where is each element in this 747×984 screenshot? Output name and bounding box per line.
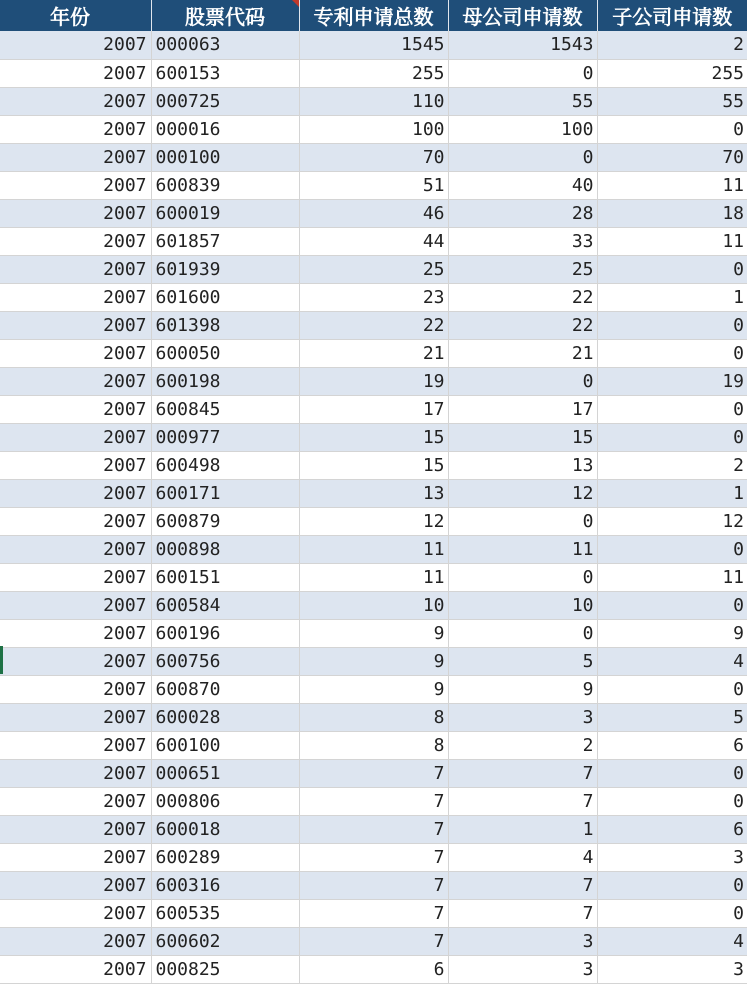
cell-total-patents[interactable]: 6 [299, 955, 448, 983]
cell-subsidiary-patents[interactable]: 12 [597, 507, 747, 535]
cell-subsidiary-patents[interactable]: 6 [597, 815, 747, 843]
cell-parent-patents[interactable]: 7 [448, 787, 597, 815]
cell-parent-patents[interactable]: 22 [448, 311, 597, 339]
cell-parent-patents[interactable]: 17 [448, 395, 597, 423]
table-row [0, 703, 747, 731]
cell-subsidiary-patents[interactable]: 1 [597, 283, 747, 311]
cell-total-patents[interactable]: 7 [299, 899, 448, 927]
cell-year[interactable]: 2007 [0, 507, 151, 535]
table-row [0, 143, 747, 171]
cell-subsidiary-patents[interactable]: 6 [597, 731, 747, 759]
table-row [0, 619, 747, 647]
cell-stock-code[interactable]: 600018 [151, 815, 299, 843]
table-row [0, 843, 747, 871]
cell-stock-code[interactable]: 600100 [151, 731, 299, 759]
header-stock-code-label: 股票代码 [185, 5, 265, 29]
cell-stock-code[interactable]: 600535 [151, 899, 299, 927]
cell-total-patents[interactable]: 19 [299, 367, 448, 395]
cell-parent-patents[interactable]: 7 [448, 871, 597, 899]
table-row [0, 255, 747, 283]
cell-stock-code[interactable]: 000063 [151, 31, 299, 59]
header-stock-code[interactable] [151, 0, 299, 31]
cell-stock-code[interactable]: 600870 [151, 675, 299, 703]
cell-year[interactable]: 2007 [0, 815, 151, 843]
cell-total-patents[interactable]: 7 [299, 871, 448, 899]
comment-marker-icon[interactable] [292, 0, 299, 7]
cell-year[interactable]: 2007 [0, 563, 151, 591]
cell-year[interactable]: 2007 [0, 367, 151, 395]
cell-parent-patents[interactable]: 0 [448, 563, 597, 591]
cell-parent-patents[interactable]: 12 [448, 479, 597, 507]
cell-stock-code[interactable]: 000825 [151, 955, 299, 983]
cell-subsidiary-patents[interactable]: 0 [597, 591, 747, 619]
cell-total-patents[interactable]: 12 [299, 507, 448, 535]
cell-year[interactable]: 2007 [0, 171, 151, 199]
cell-stock-code[interactable]: 000977 [151, 423, 299, 451]
table-body [0, 31, 747, 983]
cell-year[interactable]: 2007 [0, 423, 151, 451]
cell-parent-patents[interactable]: 1543 [448, 31, 597, 59]
header-year[interactable]: 年份 [0, 0, 151, 31]
cell-subsidiary-patents[interactable]: 9 [597, 619, 747, 647]
cell-stock-code[interactable]: 600028 [151, 703, 299, 731]
cell-year[interactable]: 2007 [0, 227, 151, 255]
cell-parent-patents[interactable]: 33 [448, 227, 597, 255]
cell-subsidiary-patents[interactable]: 0 [597, 871, 747, 899]
cell-subsidiary-patents[interactable]: 0 [597, 675, 747, 703]
cell-subsidiary-patents[interactable]: 0 [597, 535, 747, 563]
table-row [0, 199, 747, 227]
cell-total-patents[interactable]: 15 [299, 451, 448, 479]
cell-total-patents[interactable]: 23 [299, 283, 448, 311]
cell-total-patents[interactable]: 15 [299, 423, 448, 451]
cell-subsidiary-patents[interactable]: 0 [597, 339, 747, 367]
table-row [0, 395, 747, 423]
cell-subsidiary-patents[interactable]: 0 [597, 115, 747, 143]
cell-stock-code[interactable]: 600756 [151, 647, 299, 675]
cell-subsidiary-patents[interactable]: 1 [597, 479, 747, 507]
cell-subsidiary-patents[interactable]: 5 [597, 703, 747, 731]
cell-stock-code[interactable]: 600879 [151, 507, 299, 535]
cell-stock-code[interactable]: 601600 [151, 283, 299, 311]
cell-year[interactable]: 2007 [0, 31, 151, 59]
cell-parent-patents[interactable]: 0 [448, 619, 597, 647]
cell-stock-code[interactable]: 000016 [151, 115, 299, 143]
cell-subsidiary-patents[interactable]: 4 [597, 647, 747, 675]
cell-total-patents[interactable]: 7 [299, 815, 448, 843]
cell-parent-patents[interactable]: 28 [448, 199, 597, 227]
cell-stock-code[interactable]: 000806 [151, 787, 299, 815]
cell-subsidiary-patents[interactable]: 0 [597, 899, 747, 927]
cell-parent-patents[interactable]: 3 [448, 703, 597, 731]
cell-subsidiary-patents[interactable]: 255 [597, 59, 747, 87]
cell-total-patents[interactable]: 8 [299, 731, 448, 759]
cell-parent-patents[interactable]: 0 [448, 143, 597, 171]
cell-stock-code[interactable]: 000651 [151, 759, 299, 787]
table-row [0, 731, 747, 759]
cell-total-patents[interactable]: 21 [299, 339, 448, 367]
cell-subsidiary-patents[interactable]: 4 [597, 927, 747, 955]
cell-total-patents[interactable]: 25 [299, 255, 448, 283]
cell-total-patents[interactable]: 110 [299, 87, 448, 115]
cell-parent-patents[interactable]: 3 [448, 927, 597, 955]
cell-year[interactable]: 2007 [0, 871, 151, 899]
cell-total-patents[interactable]: 13 [299, 479, 448, 507]
cell-stock-code[interactable]: 600602 [151, 927, 299, 955]
cell-stock-code[interactable]: 600151 [151, 563, 299, 591]
cell-year[interactable]: 2007 [0, 647, 151, 675]
table-row [0, 787, 747, 815]
cell-total-patents[interactable]: 11 [299, 535, 448, 563]
cell-total-patents[interactable]: 9 [299, 647, 448, 675]
cell-parent-patents[interactable]: 100 [448, 115, 597, 143]
table-row [0, 871, 747, 899]
cell-total-patents[interactable]: 8 [299, 703, 448, 731]
cell-year[interactable]: 2007 [0, 535, 151, 563]
cell-stock-code[interactable]: 601857 [151, 227, 299, 255]
cell-parent-patents[interactable]: 1 [448, 815, 597, 843]
cell-year[interactable]: 2007 [0, 843, 151, 871]
cell-stock-code[interactable]: 600498 [151, 451, 299, 479]
header-row [0, 0, 747, 31]
cell-stock-code[interactable]: 600198 [151, 367, 299, 395]
cell-subsidiary-patents[interactable]: 0 [597, 395, 747, 423]
row-selection-marker [0, 646, 3, 674]
cell-year[interactable]: 2007 [0, 955, 151, 983]
table-row [0, 591, 747, 619]
cell-total-patents[interactable]: 46 [299, 199, 448, 227]
cell-stock-code[interactable]: 600196 [151, 619, 299, 647]
cell-year[interactable]: 2007 [0, 87, 151, 115]
cell-year[interactable]: 2007 [0, 675, 151, 703]
table-row [0, 507, 747, 535]
cell-stock-code[interactable]: 000725 [151, 87, 299, 115]
cell-stock-code[interactable]: 601398 [151, 311, 299, 339]
header-subsidiary-patents[interactable]: 子公司申请数 [597, 0, 747, 31]
cell-year[interactable]: 2007 [0, 479, 151, 507]
cell-year[interactable]: 2007 [0, 59, 151, 87]
cell-subsidiary-patents[interactable]: 3 [597, 955, 747, 983]
cell-total-patents[interactable]: 7 [299, 759, 448, 787]
cell-stock-code[interactable]: 600584 [151, 591, 299, 619]
table-row [0, 955, 747, 983]
table-row [0, 815, 747, 843]
cell-year[interactable]: 2007 [0, 115, 151, 143]
cell-parent-patents[interactable]: 25 [448, 255, 597, 283]
table-row [0, 339, 747, 367]
cell-year[interactable]: 2007 [0, 283, 151, 311]
cell-stock-code[interactable]: 600050 [151, 339, 299, 367]
table-row [0, 675, 747, 703]
header-total-patents[interactable]: 专利申请总数 [299, 0, 448, 31]
cell-total-patents[interactable]: 11 [299, 563, 448, 591]
cell-year[interactable]: 2007 [0, 339, 151, 367]
cell-parent-patents[interactable]: 0 [448, 367, 597, 395]
cell-year[interactable]: 2007 [0, 311, 151, 339]
table-row [0, 171, 747, 199]
table-row [0, 563, 747, 591]
cell-subsidiary-patents[interactable]: 0 [597, 255, 747, 283]
cell-year[interactable]: 2007 [0, 395, 151, 423]
cell-subsidiary-patents[interactable]: 11 [597, 171, 747, 199]
table-row [0, 283, 747, 311]
cell-stock-code[interactable]: 600171 [151, 479, 299, 507]
cell-subsidiary-patents[interactable]: 70 [597, 143, 747, 171]
cell-total-patents[interactable]: 255 [299, 59, 448, 87]
cell-parent-patents[interactable]: 0 [448, 507, 597, 535]
cell-total-patents[interactable]: 9 [299, 619, 448, 647]
cell-year[interactable]: 2007 [0, 759, 151, 787]
cell-stock-code[interactable]: 600845 [151, 395, 299, 423]
table-row [0, 759, 747, 787]
cell-year[interactable]: 2007 [0, 199, 151, 227]
cell-total-patents[interactable]: 44 [299, 227, 448, 255]
cell-total-patents[interactable]: 17 [299, 395, 448, 423]
cell-year[interactable]: 2007 [0, 591, 151, 619]
cell-total-patents[interactable]: 7 [299, 927, 448, 955]
cell-subsidiary-patents[interactable]: 11 [597, 227, 747, 255]
cell-parent-patents[interactable]: 10 [448, 591, 597, 619]
cell-subsidiary-patents[interactable]: 0 [597, 787, 747, 815]
cell-stock-code[interactable]: 000100 [151, 143, 299, 171]
cell-stock-code[interactable]: 600153 [151, 59, 299, 87]
cell-stock-code[interactable]: 600019 [151, 199, 299, 227]
cell-year[interactable]: 2007 [0, 143, 151, 171]
cell-stock-code[interactable]: 600839 [151, 171, 299, 199]
cell-year[interactable]: 2007 [0, 451, 151, 479]
cell-year[interactable]: 2007 [0, 703, 151, 731]
cell-total-patents[interactable]: 1545 [299, 31, 448, 59]
cell-parent-patents[interactable]: 55 [448, 87, 597, 115]
cell-parent-patents[interactable]: 7 [448, 899, 597, 927]
cell-year[interactable]: 2007 [0, 899, 151, 927]
cell-parent-patents[interactable]: 0 [448, 59, 597, 87]
cell-total-patents[interactable]: 70 [299, 143, 448, 171]
cell-subsidiary-patents[interactable]: 2 [597, 451, 747, 479]
table-row [0, 59, 747, 87]
table-row [0, 927, 747, 955]
table-row [0, 115, 747, 143]
table-row [0, 479, 747, 507]
table-row [0, 899, 747, 927]
cell-subsidiary-patents[interactable]: 3 [597, 843, 747, 871]
cell-total-patents[interactable]: 7 [299, 787, 448, 815]
cell-stock-code[interactable]: 601939 [151, 255, 299, 283]
table-row [0, 647, 747, 675]
cell-total-patents[interactable]: 10 [299, 591, 448, 619]
cell-year[interactable]: 2007 [0, 255, 151, 283]
cell-total-patents[interactable]: 9 [299, 675, 448, 703]
cell-parent-patents[interactable]: 22 [448, 283, 597, 311]
cell-parent-patents[interactable]: 13 [448, 451, 597, 479]
cell-subsidiary-patents[interactable]: 0 [597, 423, 747, 451]
cell-subsidiary-patents[interactable]: 2 [597, 31, 747, 59]
table-row [0, 311, 747, 339]
cell-subsidiary-patents[interactable]: 0 [597, 311, 747, 339]
header-parent-patents[interactable]: 母公司申请数 [448, 0, 597, 31]
cell-subsidiary-patents[interactable]: 55 [597, 87, 747, 115]
cell-total-patents[interactable]: 100 [299, 115, 448, 143]
cell-year[interactable]: 2007 [0, 619, 151, 647]
cell-subsidiary-patents[interactable]: 11 [597, 563, 747, 591]
table-row [0, 87, 747, 115]
cell-parent-patents[interactable]: 21 [448, 339, 597, 367]
cell-subsidiary-patents[interactable]: 18 [597, 199, 747, 227]
cell-parent-patents[interactable]: 4 [448, 843, 597, 871]
cell-parent-patents[interactable]: 15 [448, 423, 597, 451]
cell-stock-code[interactable]: 000898 [151, 535, 299, 563]
cell-parent-patents[interactable]: 11 [448, 535, 597, 563]
cell-year[interactable]: 2007 [0, 927, 151, 955]
cell-parent-patents[interactable]: 5 [448, 647, 597, 675]
cell-parent-patents[interactable]: 3 [448, 955, 597, 983]
cell-year[interactable]: 2007 [0, 731, 151, 759]
table-row [0, 535, 747, 563]
cell-total-patents[interactable]: 22 [299, 311, 448, 339]
table-row [0, 31, 747, 59]
cell-total-patents[interactable]: 51 [299, 171, 448, 199]
cell-subsidiary-patents[interactable]: 19 [597, 367, 747, 395]
cell-year[interactable]: 2007 [0, 787, 151, 815]
table-row [0, 367, 747, 395]
cell-total-patents[interactable]: 7 [299, 843, 448, 871]
table-row [0, 451, 747, 479]
cell-parent-patents[interactable]: 9 [448, 675, 597, 703]
cell-stock-code[interactable]: 600289 [151, 843, 299, 871]
cell-subsidiary-patents[interactable]: 0 [597, 759, 747, 787]
cell-parent-patents[interactable]: 2 [448, 731, 597, 759]
cell-parent-patents[interactable]: 7 [448, 759, 597, 787]
cell-stock-code[interactable]: 600316 [151, 871, 299, 899]
cell-parent-patents[interactable]: 40 [448, 171, 597, 199]
table-row [0, 227, 747, 255]
table-row [0, 423, 747, 451]
